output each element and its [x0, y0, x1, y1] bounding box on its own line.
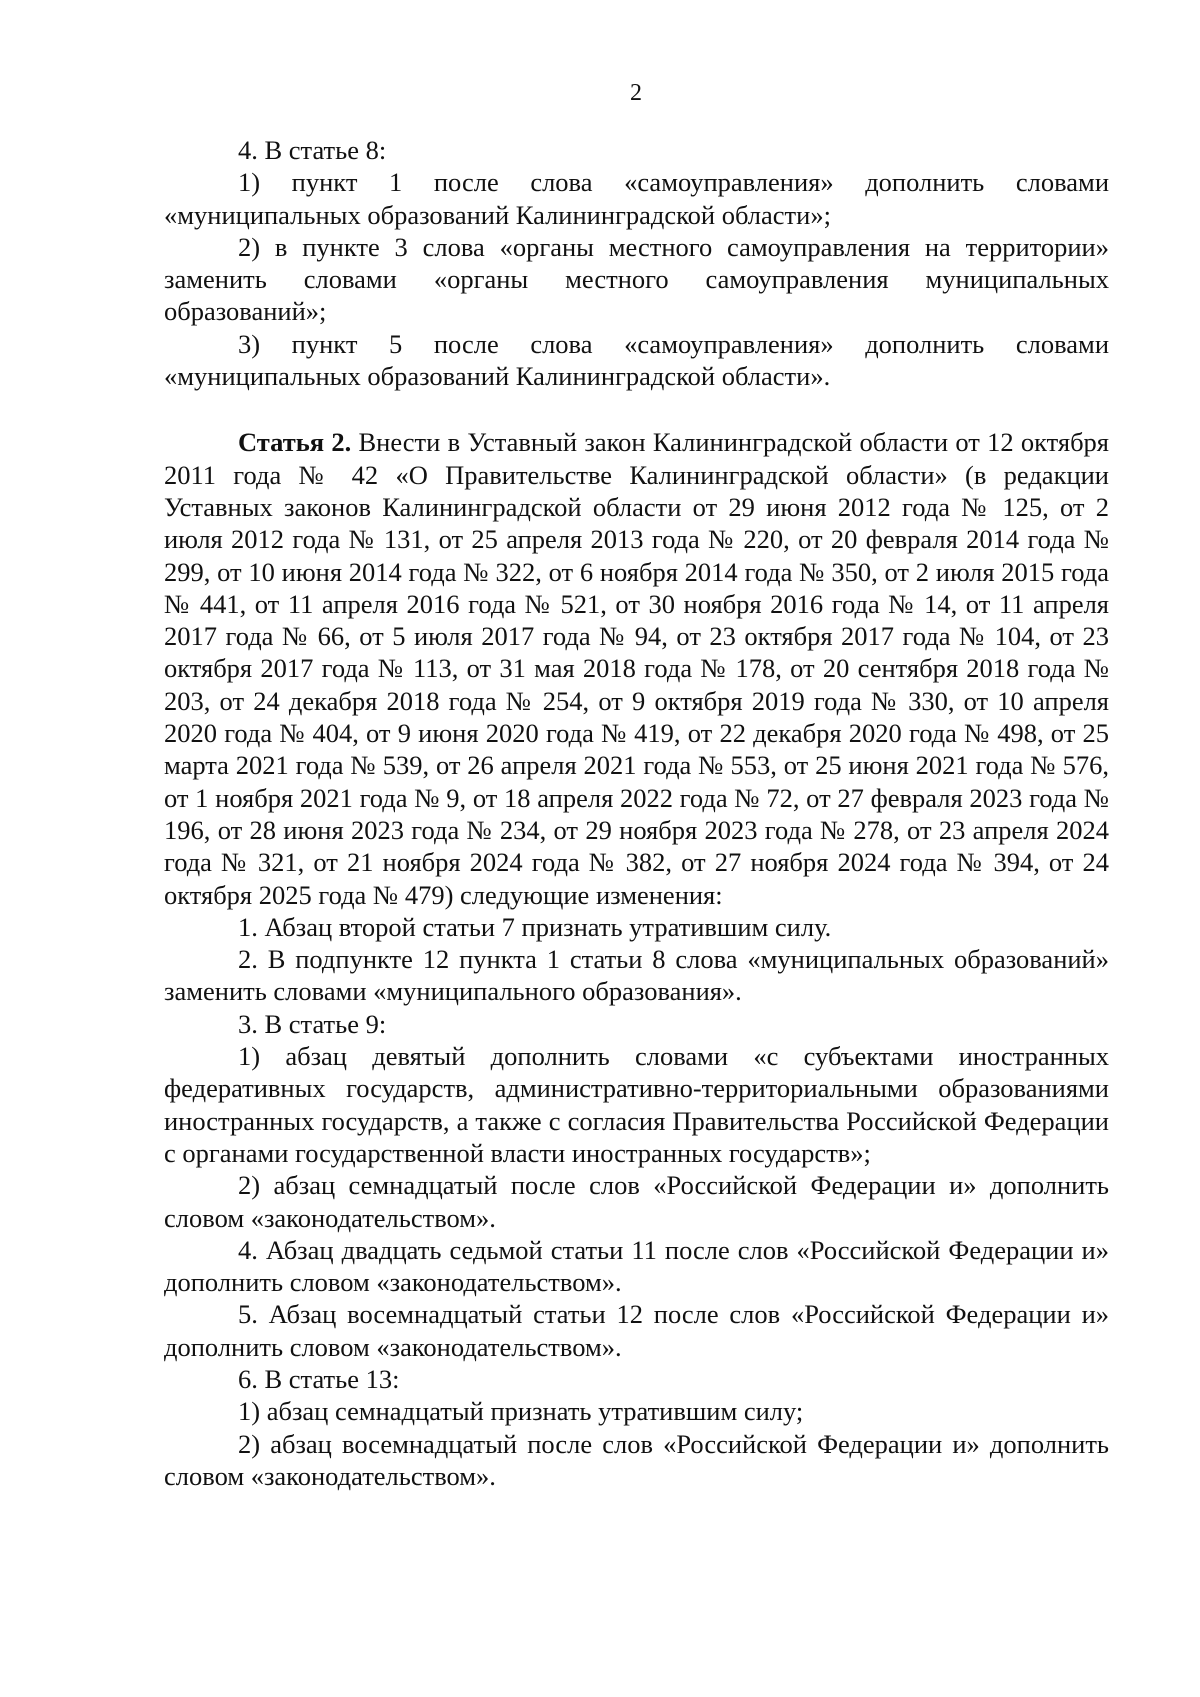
list-item: 2) абзац семнадцатый после слов «Российской Федерации и» дополнить словом «законодательством». [164, 1170, 1109, 1233]
list-item: 1) пункт 1 после слова «самоуправления» дополнить словами «муниципальных образований Калининградской области»; [164, 167, 1109, 230]
list-item: 2) в пункте 3 слова «органы местного самоуправления на территории» заменить словами «органы местного самоуправления муниципальных образований»; [164, 231, 1109, 327]
list-item: 4. Абзац двадцать седьмой статьи 11 после слов «Российской Федерации и» дополнить словом «законодательством». [164, 1234, 1109, 1298]
list-item: 2. В подпункте 12 пункта 1 статьи 8 слова «муниципальных образований» заменить словами «муниципального образования». [164, 944, 1109, 1007]
article-intro-text: Внести в Уставный закон Калининградской области от 12 октября 2011 года № 42 «О Правительстве Калининградской области» (в редакции Уставных законов Калининградской области от 29 июня 2012 года № 125, от 2 июля 2012 года № 131, от 25 апреля 2013 года № 220, от 20 февраля 2014 года № 299, от 10 июня 2014 года № 322, от 6 ноября 2014 года № 350, от 2 июля 2015 года № 441, от 11 апреля 2016 года № 521, от 30 ноября 2016 года № 14, от 11 апреля 2017 года № 66, от 5 июля 2017 года № 94, от 23 октября 2017 года № 104, от 23 октября 2017 года № 113, от 31 мая 2018 года № 178, от 20 сентября 2018 года № 203, от 24 декабря 2018 года № 254, от 9 октября 2019 года № 330, от 10 апреля 2020 года № 404, от 9 июня 2020 года № 419, от 22 декабря 2020 года № 498, от 25 марта 2021 года № 539, от 26 апреля 2021 года № 553, от 25 июня 2021 года № 576, от 1 ноября 2021 года № 9, от 18 апреля 2022 года № 72, от 27 февраля 2023 года № 196, от 28 июня 2023 года № 234, от 29 ноября 2023 года № 278, от 23 апреля 2024 года № 321, от 21 ноября 2024 года № 382, от 27 ноября 2024 года № 394, от 24 октября 2025 года № 479) следующие изменения: [164, 427, 1109, 910]
page-number: 2 [630, 80, 642, 106]
document-body [164, 134, 1109, 1492]
section-heading: 6. В статье 13: [238, 1363, 400, 1394]
list-item: 2) абзац восемнадцатый после слов «Российской Федерации и» дополнить словом «законодательством». [164, 1428, 1109, 1491]
list-item: 3) пункт 5 после слова «самоуправления» дополнить словами «муниципальных образований Калининградской области». [164, 328, 1109, 392]
list-item: 1) абзац семнадцатый признать утратившим силу; [238, 1396, 804, 1427]
section-heading: 4. В статье 8: [238, 135, 387, 165]
article-title: Статья 2. [238, 427, 352, 458]
section-heading: 3. В статье 9: [238, 1008, 387, 1039]
list-item: 5. Абзац восемнадцатый статьи 12 после слов «Российской Федерации и» дополнить словом «законодательством». [164, 1299, 1109, 1362]
article-intro-paragraph [164, 426, 1109, 910]
list-item: 1. Абзац второй статьи 7 признать утратившим силу. [238, 911, 832, 942]
paragraph-gap [164, 392, 1109, 426]
list-item: 1) абзац девятый дополнить словами «с субъектами иностранных федеративных государств, административно-территориальными образованиями иностранных государств, а также с согласия Правительства Российской Федерации с органами государственной власти иностранных государств»; [164, 1041, 1109, 1168]
